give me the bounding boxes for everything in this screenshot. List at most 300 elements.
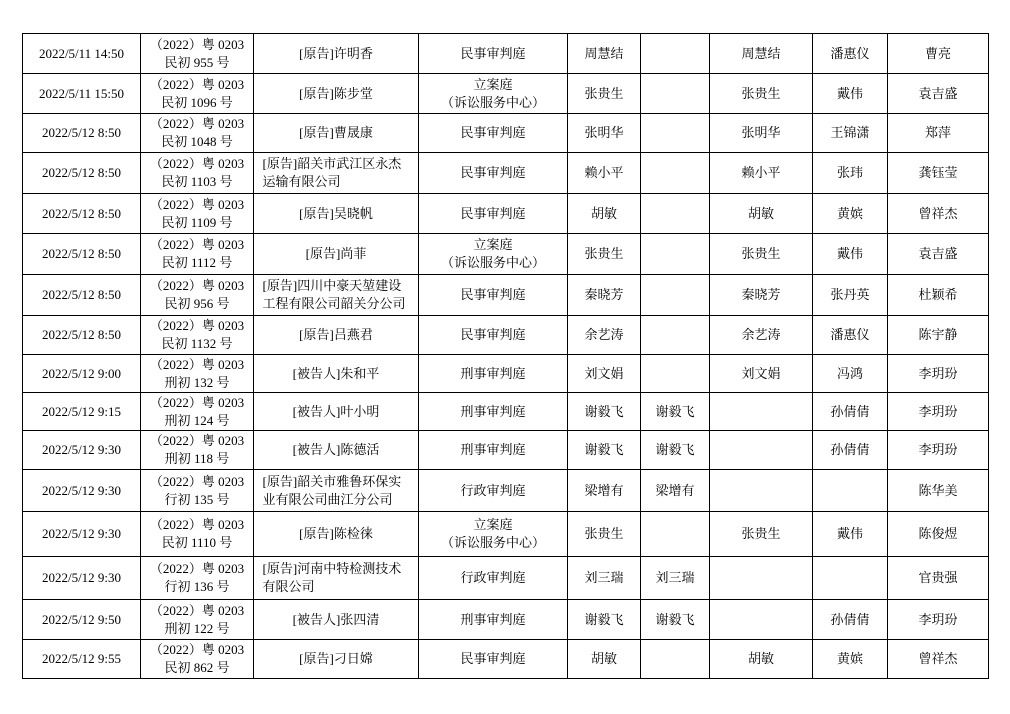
presiding-judge-cell bbox=[641, 34, 710, 74]
case-number-cell-line: 民初 1110 号 bbox=[161, 535, 233, 550]
presiding-judge-cell-text: 谢毅飞 bbox=[655, 403, 695, 419]
assistant-cell-text: 黄嫔 bbox=[836, 205, 863, 221]
assistant-cell-text: 戴伟 bbox=[836, 85, 863, 101]
sole-judge-cell bbox=[710, 74, 813, 114]
division-cell bbox=[419, 275, 568, 316]
assistant-cell-text: 孙倩倩 bbox=[830, 611, 870, 627]
case-number-cell-text bbox=[150, 560, 244, 596]
case-number-cell-line: （2022）粤 0203 bbox=[149, 642, 245, 657]
sole-judge-cell bbox=[710, 600, 813, 640]
party-cell bbox=[254, 74, 419, 114]
division-cell-line: 刑事审判庭 bbox=[460, 611, 526, 627]
sole-judge-cell bbox=[710, 153, 813, 194]
judge-cell-text: 谢毅飞 bbox=[584, 442, 624, 457]
assistant-cell bbox=[813, 470, 888, 512]
division-cell-text bbox=[441, 76, 545, 112]
case-number-cell-line: 民初 1103 号 bbox=[161, 174, 233, 189]
case-number-cell-line: （2022）粤 0203 bbox=[149, 36, 245, 52]
assistant-cell bbox=[813, 34, 888, 74]
hearing-schedule-table bbox=[22, 33, 989, 679]
assistant-cell-text: 孙倩倩 bbox=[830, 442, 870, 457]
clerk-cell bbox=[888, 393, 989, 431]
clerk-cell-text: 李玥玢 bbox=[918, 611, 958, 627]
case-number-cell-line: 民初 862 号 bbox=[164, 660, 230, 675]
division-cell bbox=[419, 355, 568, 393]
sole-judge-cell bbox=[710, 355, 813, 393]
division-cell-text bbox=[460, 286, 525, 304]
presiding-judge-cell bbox=[641, 557, 710, 600]
party-cell-text: [原告]四川中豪天堃建设工程有限公司韶关分公司 bbox=[262, 278, 406, 311]
case-number-cell-text bbox=[150, 473, 244, 509]
sole-judge-cell-text: 张明华 bbox=[741, 125, 781, 140]
table-row bbox=[23, 512, 989, 557]
sole-judge-cell bbox=[710, 512, 813, 557]
division-cell bbox=[419, 431, 568, 470]
assistant-cell bbox=[813, 153, 888, 194]
clerk-cell bbox=[888, 194, 989, 234]
judge-cell-text: 胡敏 bbox=[590, 205, 617, 221]
division-cell-line: （诉讼服务中心） bbox=[440, 94, 545, 110]
hearing-time-cell-text: 2022/5/12 9:00 bbox=[41, 365, 122, 381]
presiding-judge-cell bbox=[641, 512, 710, 557]
table-row bbox=[23, 275, 989, 316]
hearing-time-cell-text: 2022/5/12 8:50 bbox=[41, 287, 122, 302]
assistant-cell-text: 孙倩倩 bbox=[830, 403, 870, 419]
case-number-cell-text bbox=[150, 36, 244, 72]
presiding-judge-cell bbox=[641, 316, 710, 355]
presiding-judge-cell bbox=[641, 74, 710, 114]
division-cell-line: 行政审判庭 bbox=[460, 482, 526, 498]
party-cell bbox=[254, 355, 419, 393]
party-cell bbox=[254, 275, 419, 316]
hearing-time-cell bbox=[23, 194, 141, 234]
sole-judge-cell bbox=[710, 431, 813, 470]
judge-cell bbox=[568, 34, 641, 74]
case-number-cell bbox=[141, 316, 254, 355]
presiding-judge-cell-text: 谢毅飞 bbox=[655, 442, 695, 457]
assistant-cell bbox=[813, 275, 888, 316]
hearing-time-cell bbox=[23, 74, 141, 114]
assistant-cell bbox=[813, 74, 888, 114]
case-number-cell-line: 民初 955 号 bbox=[164, 54, 230, 70]
sole-judge-cell-text: 胡敏 bbox=[747, 651, 774, 666]
table-row bbox=[23, 234, 989, 275]
clerk-cell-text: 郑萍 bbox=[924, 125, 951, 140]
party-cell bbox=[254, 600, 419, 640]
division-cell-line: （诉讼服务中心） bbox=[440, 535, 545, 550]
division-cell-line: 民事审判庭 bbox=[460, 125, 526, 140]
case-number-cell-line: （2022）粤 0203 bbox=[149, 433, 245, 448]
case-number-cell-line: （2022）粤 0203 bbox=[149, 318, 245, 333]
table-row bbox=[23, 74, 989, 114]
clerk-cell-text: 曾祥杰 bbox=[918, 205, 958, 221]
judge-cell-text: 梁增有 bbox=[584, 482, 624, 498]
clerk-cell-text: 李玥玢 bbox=[918, 442, 958, 457]
clerk-cell-text: 官贵强 bbox=[918, 570, 958, 585]
party-cell bbox=[254, 640, 419, 679]
division-cell bbox=[419, 600, 568, 640]
case-number-cell bbox=[141, 640, 254, 679]
party-cell-text: [原告]陈检徕 bbox=[299, 526, 373, 541]
case-number-cell-line: 刑初 124 号 bbox=[164, 412, 230, 428]
case-number-cell-line: 民初 1096 号 bbox=[161, 94, 233, 110]
sole-judge-cell bbox=[710, 393, 813, 431]
division-cell-line: 刑事审判庭 bbox=[460, 442, 526, 457]
judge-cell bbox=[568, 275, 641, 316]
party-cell bbox=[254, 153, 419, 194]
judge-cell bbox=[568, 74, 641, 114]
division-cell-text bbox=[460, 482, 525, 500]
clerk-cell-text: 李玥玢 bbox=[918, 403, 958, 419]
case-number-cell-line: 行初 136 号 bbox=[164, 579, 230, 594]
division-cell-line: 民事审判庭 bbox=[460, 205, 526, 221]
party-cell bbox=[254, 234, 419, 275]
table-row bbox=[23, 34, 989, 74]
clerk-cell bbox=[888, 316, 989, 355]
hearing-time-cell bbox=[23, 34, 141, 74]
presiding-judge-cell-text: 刘三瑞 bbox=[655, 570, 695, 585]
sole-judge-cell-text: 赖小平 bbox=[741, 165, 781, 180]
clerk-cell bbox=[888, 431, 989, 470]
case-number-cell-line: 刑初 118 号 bbox=[164, 451, 230, 466]
division-cell-line: 立案庭 bbox=[473, 517, 513, 532]
hearing-time-cell bbox=[23, 316, 141, 355]
case-number-cell-line: （2022）粤 0203 bbox=[149, 116, 245, 131]
sole-judge-cell bbox=[710, 114, 813, 153]
party-cell-text: [原告]陈步堂 bbox=[299, 85, 373, 101]
hearing-time-cell bbox=[23, 470, 141, 512]
table-row bbox=[23, 431, 989, 470]
clerk-cell bbox=[888, 114, 989, 153]
case-number-cell-line: （2022）粤 0203 bbox=[149, 602, 245, 618]
assistant-cell bbox=[813, 194, 888, 234]
party-cell bbox=[254, 194, 419, 234]
assistant-cell bbox=[813, 512, 888, 557]
division-cell-text bbox=[441, 236, 545, 272]
hearing-time-cell-text: 2022/5/12 9:50 bbox=[41, 611, 122, 627]
division-cell-line: （诉讼服务中心） bbox=[440, 255, 545, 270]
division-cell bbox=[419, 316, 568, 355]
assistant-cell-text: 王锦潇 bbox=[830, 125, 870, 140]
party-cell-text: [原告]曹晟康 bbox=[299, 125, 373, 140]
judge-cell bbox=[568, 114, 641, 153]
case-number-cell bbox=[141, 355, 254, 393]
party-cell-text: [被告人]朱和平 bbox=[292, 365, 380, 381]
party-cell bbox=[254, 431, 419, 470]
presiding-judge-cell bbox=[641, 640, 710, 679]
party-cell bbox=[254, 512, 419, 557]
hearing-time-cell bbox=[23, 355, 141, 393]
sole-judge-cell bbox=[710, 194, 813, 234]
assistant-cell-text: 潘惠仪 bbox=[830, 327, 870, 342]
judge-cell-text: 张明华 bbox=[584, 125, 624, 140]
sole-judge-cell-text: 张贵生 bbox=[741, 526, 781, 541]
judge-cell bbox=[568, 153, 641, 194]
clerk-cell bbox=[888, 512, 989, 557]
case-number-cell bbox=[141, 393, 254, 431]
sole-judge-cell-text: 胡敏 bbox=[747, 205, 774, 221]
hearing-time-cell-text: 2022/5/12 8:50 bbox=[41, 165, 122, 180]
judge-cell-text: 张贵生 bbox=[584, 246, 624, 261]
division-cell bbox=[419, 114, 568, 153]
assistant-cell bbox=[813, 114, 888, 153]
judge-cell-text: 谢毅飞 bbox=[584, 611, 624, 627]
hearing-time-cell bbox=[23, 114, 141, 153]
case-number-cell-text bbox=[150, 394, 244, 430]
party-cell bbox=[254, 34, 419, 74]
hearing-time-cell-text: 2022/5/12 8:50 bbox=[41, 327, 122, 342]
hearing-time-cell bbox=[23, 557, 141, 600]
hearing-time-cell-text: 2022/5/11 15:50 bbox=[38, 85, 125, 101]
case-number-cell-text bbox=[150, 641, 244, 677]
division-cell-text bbox=[460, 205, 525, 223]
sole-judge-cell-text: 张贵生 bbox=[741, 85, 781, 101]
assistant-cell-text: 张玮 bbox=[836, 165, 863, 180]
case-number-cell-text bbox=[150, 115, 244, 151]
case-number-cell-text bbox=[150, 602, 244, 638]
presiding-judge-cell-text: 梁增有 bbox=[655, 482, 695, 498]
clerk-cell-text: 李玥玢 bbox=[918, 365, 958, 381]
table-row bbox=[23, 557, 989, 600]
sole-judge-cell bbox=[710, 470, 813, 512]
party-cell-text: [被告人]陈德活 bbox=[292, 442, 380, 457]
judge-cell bbox=[568, 393, 641, 431]
sole-judge-cell-text: 刘文娟 bbox=[741, 365, 781, 381]
party-cell bbox=[254, 393, 419, 431]
case-number-cell-text bbox=[150, 356, 244, 392]
table-row bbox=[23, 470, 989, 512]
case-number-cell-line: 刑初 122 号 bbox=[164, 620, 230, 636]
division-cell-line: 行政审判庭 bbox=[460, 570, 526, 585]
party-cell-text: [原告]吕燕君 bbox=[299, 327, 373, 342]
assistant-cell bbox=[813, 431, 888, 470]
assistant-cell-text: 黄嫔 bbox=[836, 651, 863, 666]
hearing-time-cell-text: 2022/5/12 9:30 bbox=[41, 482, 122, 498]
party-cell bbox=[254, 557, 419, 600]
sole-judge-cell bbox=[710, 34, 813, 74]
case-number-cell-line: （2022）粤 0203 bbox=[149, 156, 245, 171]
case-number-cell-text bbox=[150, 317, 244, 353]
clerk-cell bbox=[888, 74, 989, 114]
party-cell-text: [原告]许明香 bbox=[299, 45, 373, 61]
case-number-cell-text bbox=[150, 277, 244, 313]
case-number-cell bbox=[141, 114, 254, 153]
assistant-cell bbox=[813, 640, 888, 679]
division-cell bbox=[419, 512, 568, 557]
division-cell-text bbox=[460, 326, 525, 344]
hearing-time-cell bbox=[23, 640, 141, 679]
clerk-cell-text: 袁吉盛 bbox=[918, 85, 958, 101]
party-cell-text: [原告]吴晓帆 bbox=[299, 205, 373, 221]
assistant-cell bbox=[813, 234, 888, 275]
case-number-cell bbox=[141, 557, 254, 600]
judge-cell-text: 秦晓芳 bbox=[584, 287, 624, 302]
case-number-cell bbox=[141, 34, 254, 74]
division-cell-line: 民事审判庭 bbox=[460, 45, 526, 61]
case-number-cell-line: 民初 1132 号 bbox=[161, 336, 233, 351]
assistant-cell-text: 张丹英 bbox=[830, 287, 870, 302]
division-cell-line: 民事审判庭 bbox=[460, 327, 526, 342]
case-number-cell-line: （2022）粤 0203 bbox=[149, 356, 245, 372]
division-cell-line: 民事审判庭 bbox=[460, 287, 526, 302]
judge-cell bbox=[568, 640, 641, 679]
division-cell-text bbox=[460, 365, 525, 383]
table-row bbox=[23, 114, 989, 153]
clerk-cell-text: 龚钰莹 bbox=[918, 165, 958, 180]
hearing-time-cell bbox=[23, 600, 141, 640]
hearing-time-cell-text: 2022/5/12 9:30 bbox=[41, 570, 122, 585]
judge-cell bbox=[568, 512, 641, 557]
assistant-cell-text: 戴伟 bbox=[836, 526, 863, 541]
clerk-cell bbox=[888, 470, 989, 512]
sole-judge-cell-text: 周慧结 bbox=[741, 45, 781, 61]
division-cell-line: 刑事审判庭 bbox=[460, 365, 526, 381]
party-cell bbox=[254, 114, 419, 153]
division-cell bbox=[419, 234, 568, 275]
hearing-time-cell bbox=[23, 234, 141, 275]
judge-cell bbox=[568, 234, 641, 275]
division-cell bbox=[419, 34, 568, 74]
presiding-judge-cell bbox=[641, 355, 710, 393]
presiding-judge-cell bbox=[641, 393, 710, 431]
case-number-cell-line: （2022）粤 0203 bbox=[149, 473, 245, 489]
sole-judge-cell-text: 余艺涛 bbox=[741, 327, 781, 342]
case-number-cell-line: （2022）粤 0203 bbox=[149, 76, 245, 92]
hearing-time-cell bbox=[23, 153, 141, 194]
clerk-cell bbox=[888, 34, 989, 74]
table-row bbox=[23, 194, 989, 234]
case-number-cell-text bbox=[150, 76, 244, 112]
judge-cell-text: 余艺涛 bbox=[584, 327, 624, 342]
judge-cell-text: 张贵生 bbox=[584, 526, 624, 541]
division-cell-text bbox=[460, 650, 525, 668]
case-number-cell-line: （2022）粤 0203 bbox=[149, 517, 245, 532]
presiding-judge-cell bbox=[641, 234, 710, 275]
division-cell-text bbox=[460, 124, 525, 142]
judge-cell-text: 赖小平 bbox=[584, 165, 624, 180]
hearing-time-cell-text: 2022/5/12 9:15 bbox=[41, 403, 122, 419]
presiding-judge-cell-text: 谢毅飞 bbox=[655, 611, 695, 627]
table-row bbox=[23, 393, 989, 431]
hearing-time-cell bbox=[23, 431, 141, 470]
division-cell-line: 民事审判庭 bbox=[460, 165, 526, 180]
judge-cell bbox=[568, 557, 641, 600]
case-number-cell-line: 民初 956 号 bbox=[164, 296, 230, 311]
judge-cell-text: 谢毅飞 bbox=[584, 403, 624, 419]
judge-cell bbox=[568, 316, 641, 355]
case-number-cell bbox=[141, 74, 254, 114]
presiding-judge-cell bbox=[641, 153, 710, 194]
clerk-cell-text: 杜颖希 bbox=[918, 287, 958, 302]
table-row bbox=[23, 640, 989, 679]
sole-judge-cell bbox=[710, 640, 813, 679]
sole-judge-cell bbox=[710, 234, 813, 275]
hearing-time-cell-text: 2022/5/12 8:50 bbox=[41, 125, 122, 140]
case-number-cell-text bbox=[150, 196, 244, 232]
case-number-cell-line: （2022）粤 0203 bbox=[149, 196, 245, 212]
hearing-time-cell bbox=[23, 512, 141, 557]
clerk-cell bbox=[888, 640, 989, 679]
case-number-cell-line: 行初 135 号 bbox=[164, 491, 230, 507]
hearing-time-cell-text: 2022/5/12 8:50 bbox=[41, 205, 122, 221]
case-number-cell-line: 民初 1048 号 bbox=[161, 134, 233, 149]
assistant-cell bbox=[813, 393, 888, 431]
party-cell bbox=[254, 470, 419, 512]
clerk-cell bbox=[888, 234, 989, 275]
assistant-cell bbox=[813, 557, 888, 600]
case-number-cell-line: （2022）粤 0203 bbox=[149, 394, 245, 410]
case-number-cell-line: （2022）粤 0203 bbox=[149, 278, 245, 293]
party-cell-text: [被告人]叶小明 bbox=[292, 403, 380, 419]
clerk-cell-text: 陈俊煜 bbox=[918, 526, 958, 541]
assistant-cell bbox=[813, 600, 888, 640]
clerk-cell-text: 曹亮 bbox=[924, 45, 951, 61]
party-cell-text: [原告]韶关市雅鲁环保实业有限公司曲江分公司 bbox=[262, 473, 402, 507]
division-cell bbox=[419, 393, 568, 431]
case-number-cell-line: 民初 1109 号 bbox=[161, 214, 233, 230]
clerk-cell bbox=[888, 557, 989, 600]
party-cell-text: [被告人]张四清 bbox=[292, 611, 380, 627]
case-number-cell bbox=[141, 470, 254, 512]
division-cell bbox=[419, 557, 568, 600]
judge-cell bbox=[568, 600, 641, 640]
sole-judge-cell-text: 秦晓芳 bbox=[741, 287, 781, 302]
clerk-cell bbox=[888, 600, 989, 640]
division-cell-line: 刑事审判庭 bbox=[460, 403, 526, 419]
hearing-time-cell-text: 2022/5/12 9:30 bbox=[41, 526, 122, 541]
sole-judge-cell bbox=[710, 316, 813, 355]
judge-cell-text: 胡敏 bbox=[590, 651, 617, 666]
presiding-judge-cell bbox=[641, 431, 710, 470]
case-number-cell bbox=[141, 431, 254, 470]
clerk-cell-text: 曾祥杰 bbox=[918, 651, 958, 666]
division-cell-text bbox=[460, 569, 525, 587]
division-cell-line: 立案庭 bbox=[473, 76, 513, 92]
case-number-cell bbox=[141, 512, 254, 557]
hearing-time-cell-text: 2022/5/12 8:50 bbox=[41, 246, 122, 261]
presiding-judge-cell bbox=[641, 194, 710, 234]
case-number-cell-line: 刑初 132 号 bbox=[164, 374, 230, 390]
presiding-judge-cell bbox=[641, 275, 710, 316]
division-cell-line: 民事审判庭 bbox=[460, 651, 526, 666]
hearing-time-cell bbox=[23, 393, 141, 431]
schedule-body bbox=[23, 34, 989, 679]
party-cell-text: [原告]尚菲 bbox=[305, 246, 367, 261]
division-cell-text bbox=[460, 403, 525, 421]
presiding-judge-cell bbox=[641, 114, 710, 153]
judge-cell-text: 刘三瑞 bbox=[584, 570, 624, 585]
case-number-cell-line: （2022）粤 0203 bbox=[149, 561, 245, 576]
division-cell bbox=[419, 153, 568, 194]
hearing-time-cell-text: 2022/5/11 14:50 bbox=[38, 45, 125, 61]
clerk-cell-text: 陈宇静 bbox=[918, 327, 958, 342]
sole-judge-cell-text: 张贵生 bbox=[741, 246, 781, 261]
judge-cell-text: 刘文娟 bbox=[584, 365, 624, 381]
case-number-cell bbox=[141, 600, 254, 640]
clerk-cell bbox=[888, 355, 989, 393]
judge-cell bbox=[568, 355, 641, 393]
clerk-cell-text: 陈华美 bbox=[918, 482, 958, 498]
case-number-cell bbox=[141, 234, 254, 275]
presiding-judge-cell bbox=[641, 600, 710, 640]
table-row bbox=[23, 153, 989, 194]
hearing-time-cell-text: 2022/5/12 9:55 bbox=[41, 651, 122, 666]
case-number-cell-line: （2022）粤 0203 bbox=[149, 237, 245, 252]
judge-cell bbox=[568, 194, 641, 234]
judge-cell bbox=[568, 470, 641, 512]
division-cell bbox=[419, 470, 568, 512]
sole-judge-cell bbox=[710, 557, 813, 600]
